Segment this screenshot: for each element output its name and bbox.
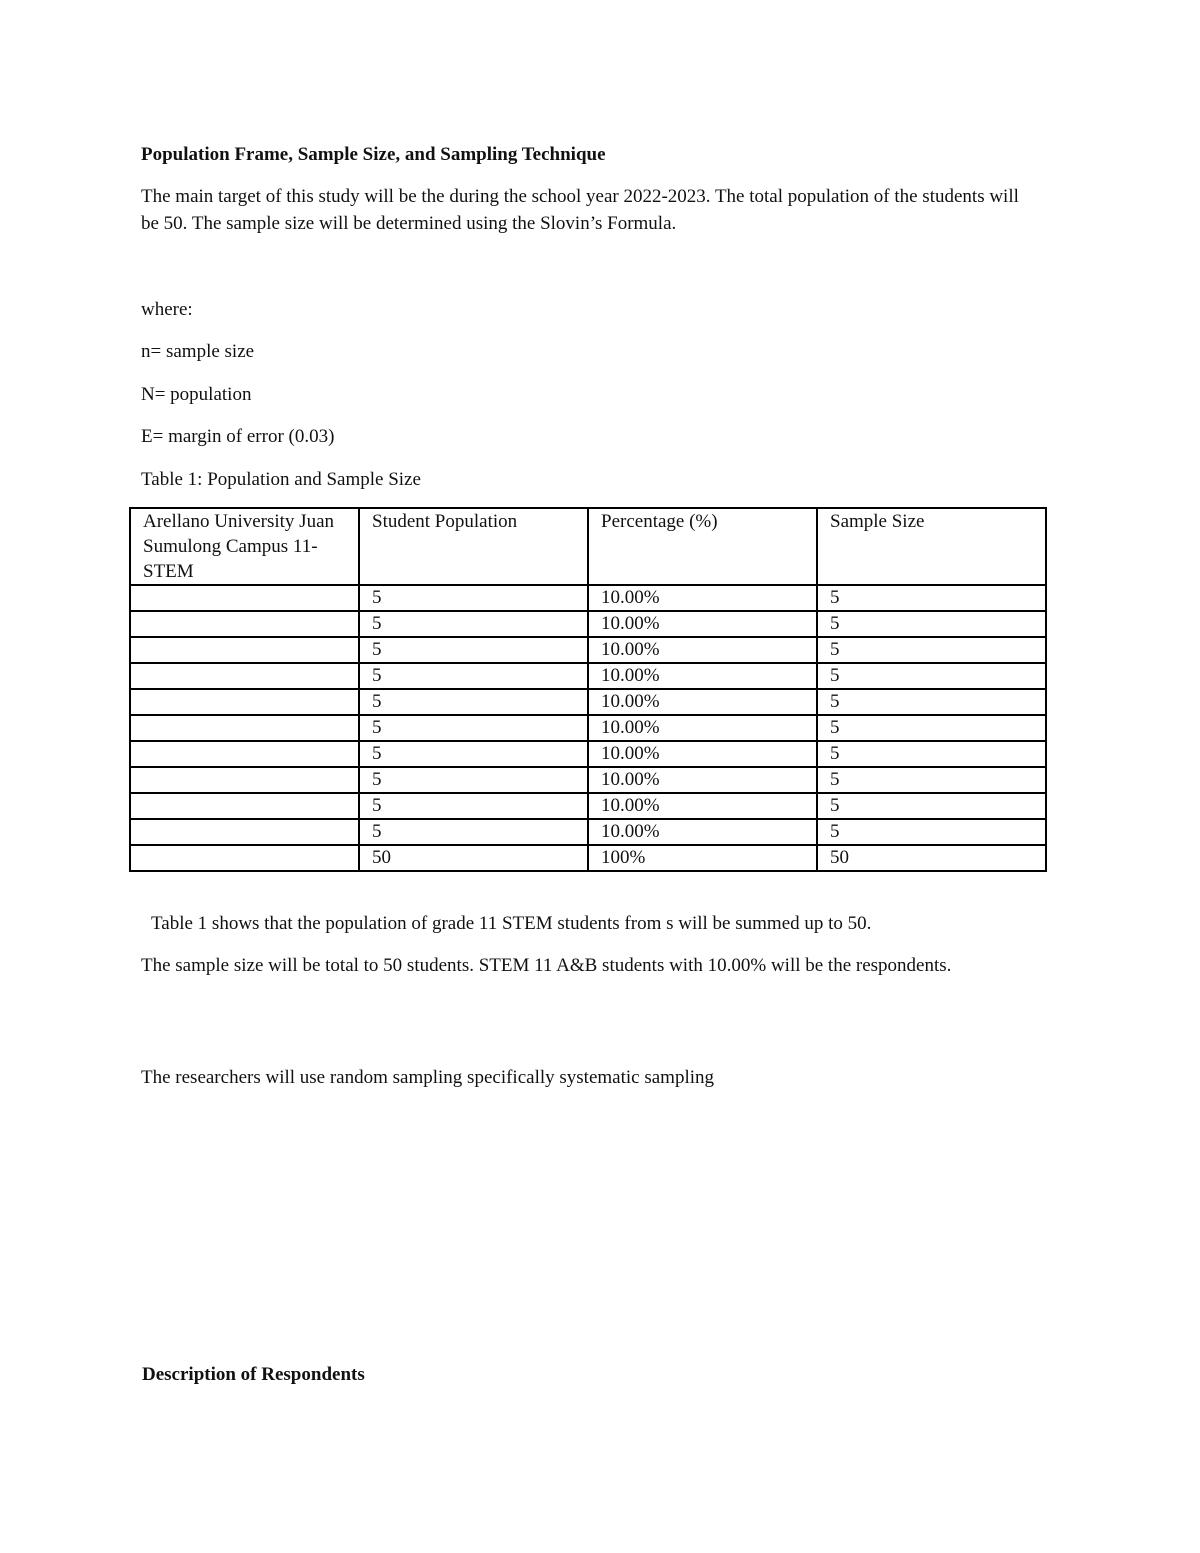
cell-sample-size: 50 [817, 845, 1046, 871]
cell-campus [130, 715, 359, 741]
cell-student-population: 5 [359, 715, 588, 741]
table-row [130, 611, 1046, 637]
cell-campus [130, 845, 359, 871]
cell-sample-size: 5 [817, 793, 1046, 819]
table-row [130, 741, 1046, 767]
cell-percentage: 10.00% [588, 793, 817, 819]
table-row [130, 585, 1046, 611]
description-heading: Description of Respondents [142, 1364, 365, 1385]
intro-paragraph: The main target of this study will be the during the school year 2022-2023. The total population of the students will be 50. The sample size will be determined using the Slovin’s Formula. [141, 186, 1019, 234]
sampling-method-paragraph: The researchers will use random sampling specifically systematic sampling [141, 1067, 714, 1088]
cell-student-population: 5 [359, 663, 588, 689]
cell-sample-size: 5 [817, 741, 1046, 767]
cell-percentage: 10.00% [588, 663, 817, 689]
cell-campus [130, 741, 359, 767]
cell-sample-size: 5 [817, 637, 1046, 663]
table-row [130, 715, 1046, 741]
cell-student-population: 50 [359, 845, 588, 871]
cell-campus [130, 793, 359, 819]
cell-student-population: 5 [359, 585, 588, 611]
cell-student-population: 5 [359, 819, 588, 845]
table-caption: Table 1: Population and Sample Size [141, 469, 421, 490]
definition-N: N= population [141, 384, 252, 405]
cell-sample-size: 5 [817, 819, 1046, 845]
cell-campus [130, 637, 359, 663]
cell-campus [130, 611, 359, 637]
cell-percentage: 10.00% [588, 741, 817, 767]
cell-student-population: 5 [359, 793, 588, 819]
cell-student-population: 5 [359, 741, 588, 767]
cell-percentage: 10.00% [588, 767, 817, 793]
cell-percentage: 10.00% [588, 819, 817, 845]
header-campus: Arellano University Juan Sumulong Campus 11- STEM [130, 508, 359, 585]
cell-sample-size: 5 [817, 689, 1046, 715]
population-table [129, 507, 1047, 872]
header-student-population: Student Population [359, 508, 588, 585]
cell-student-population: 5 [359, 611, 588, 637]
header-percentage: Percentage (%) [588, 508, 817, 585]
cell-percentage: 10.00% [588, 585, 817, 611]
cell-percentage: 100% [588, 845, 817, 871]
table-header-row [130, 508, 1046, 585]
table-body [130, 585, 1046, 871]
cell-campus [130, 689, 359, 715]
where-label: where: [141, 299, 193, 320]
header-sample-size: Sample Size [817, 508, 1046, 585]
cell-campus [130, 663, 359, 689]
cell-campus [130, 585, 359, 611]
summary-paragraph-1: Table 1 shows that the population of grade 11 STEM students from s will be summed up to 50. [151, 913, 872, 934]
cell-sample-size: 5 [817, 715, 1046, 741]
cell-sample-size: 5 [817, 767, 1046, 793]
section-heading: Population Frame, Sample Size, and Sampling Technique [141, 144, 606, 165]
table-row [130, 819, 1046, 845]
definition-E: E= margin of error (0.03) [141, 426, 335, 447]
cell-percentage: 10.00% [588, 611, 817, 637]
cell-student-population: 5 [359, 689, 588, 715]
cell-percentage: 10.00% [588, 637, 817, 663]
cell-percentage: 10.00% [588, 689, 817, 715]
table-row [130, 767, 1046, 793]
table-total-row [130, 845, 1046, 871]
cell-sample-size: 5 [817, 611, 1046, 637]
cell-student-population: 5 [359, 637, 588, 663]
summary-paragraph-2: The sample size will be total to 50 students. STEM 11 A&B students with 10.00% will be the respondents. [141, 955, 952, 976]
cell-campus [130, 819, 359, 845]
cell-campus [130, 767, 359, 793]
definition-n: n= sample size [141, 341, 255, 362]
cell-percentage: 10.00% [588, 715, 817, 741]
table-row [130, 663, 1046, 689]
table-row [130, 793, 1046, 819]
cell-sample-size: 5 [817, 663, 1046, 689]
cell-sample-size: 5 [817, 585, 1046, 611]
table-row [130, 689, 1046, 715]
table-row [130, 637, 1046, 663]
cell-student-population: 5 [359, 767, 588, 793]
